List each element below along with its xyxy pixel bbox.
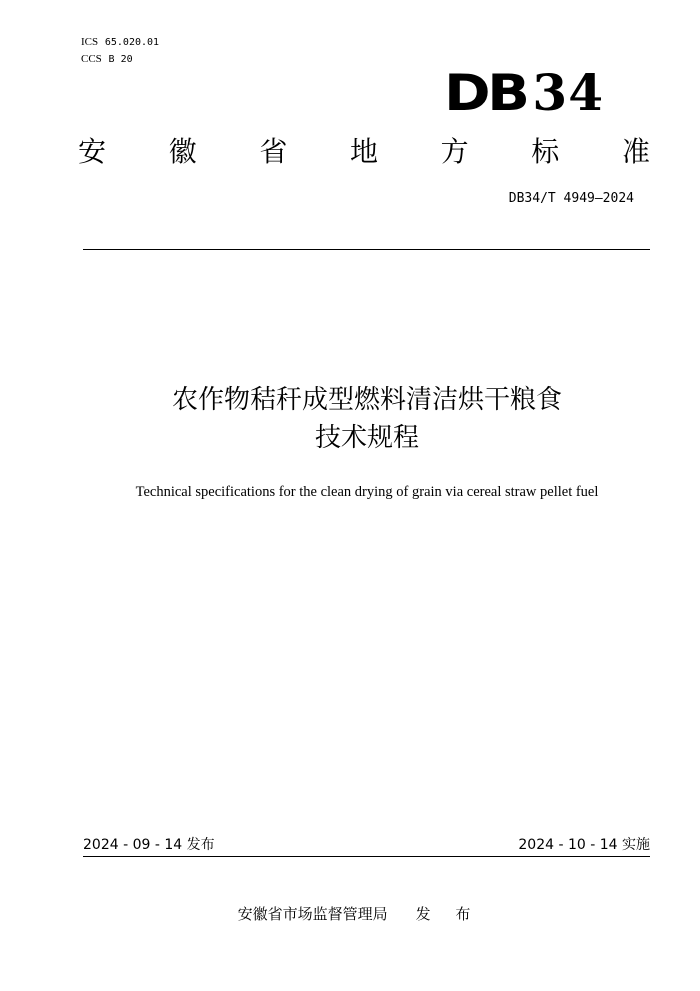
standard-title-char: 准 bbox=[621, 135, 650, 168]
db34-logo bbox=[443, 54, 604, 122]
issue-action: 发 布 bbox=[415, 905, 481, 923]
release-date: 2024 - 09 - 14 发布 bbox=[83, 837, 215, 853]
bottom-divider bbox=[83, 856, 650, 857]
ccs-code: B 20 bbox=[108, 54, 133, 65]
logo-number: 34 bbox=[532, 63, 604, 122]
ics-line bbox=[81, 34, 159, 51]
logo-letters: DB bbox=[443, 64, 527, 122]
issuer-line bbox=[0, 904, 700, 924]
ics-label: ICS bbox=[81, 36, 99, 48]
document-title-line-1: 农作物秸秆成型燃料清洁烘干粮食 bbox=[171, 385, 562, 415]
english-title: Technical specifications for the clean drying of grain via cereal straw pellet fuel bbox=[135, 484, 599, 500]
standard-title-char: 地 bbox=[349, 135, 378, 168]
standard-title-char: 徽 bbox=[168, 135, 197, 168]
classification-codes bbox=[81, 34, 159, 68]
top-divider bbox=[83, 249, 650, 250]
standard-number: DB34/T 4949—2024 bbox=[508, 191, 634, 206]
issuer-name: 安徽省市场监督管理局 bbox=[237, 905, 388, 923]
document-title-line-2: 技术规程 bbox=[314, 423, 419, 453]
standard-title-char: 省 bbox=[259, 135, 288, 168]
ccs-label: CCS bbox=[81, 53, 102, 65]
document-title bbox=[0, 381, 700, 457]
standard-title-char: 方 bbox=[440, 135, 469, 168]
standard-title-char: 安 bbox=[78, 135, 107, 168]
standard-title-char: 标 bbox=[531, 135, 560, 168]
implementation-date: 2024 - 10 - 14 实施 bbox=[518, 837, 650, 853]
ccs-line bbox=[81, 51, 159, 68]
ics-code: 65.020.01 bbox=[104, 37, 160, 48]
standard-type-title bbox=[78, 134, 650, 170]
